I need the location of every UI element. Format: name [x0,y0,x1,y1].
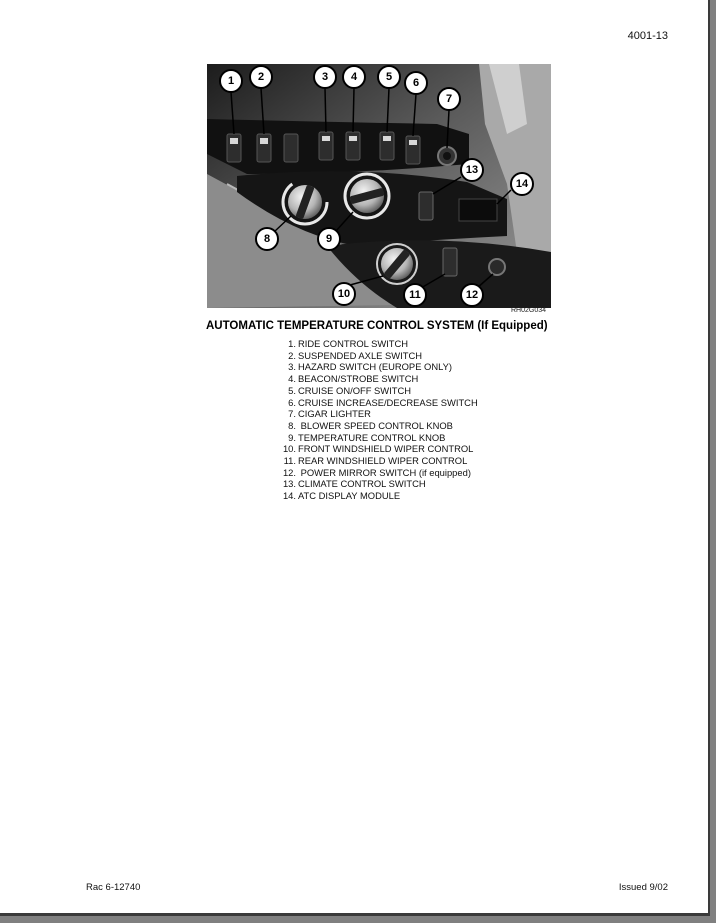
legend-list [274,338,478,502]
legend-number: 7. [288,408,296,420]
list-item [274,397,478,409]
legend-text: HAZARD SWITCH (EUROPE ONLY) [298,361,452,373]
photo-id: RH02G034 [511,307,547,314]
legend-text: BEACON/STROBE SWITCH [298,373,419,385]
legend-number: 11. [283,455,296,467]
list-item [274,361,478,373]
callout-14: 14 [515,178,529,190]
list-item [274,420,478,432]
legend-text: CLIMATE CONTROL SWITCH [298,478,426,490]
legend-number: 13. [282,478,296,490]
legend-number: 2. [288,349,296,361]
callout-8: 8 [263,233,271,245]
list-item [274,338,478,350]
legend-text: CRUISE ON/OFF SWITCH [298,384,412,396]
list-item [274,408,478,420]
list-item [274,432,478,444]
legend-number: 10. [282,443,296,455]
list-item [274,373,478,385]
callout-9: 9 [325,233,333,245]
callout-11: 11 [409,289,421,301]
legend-text: CRUISE INCREASE/DECREASE SWITCH [298,396,478,408]
list-item [274,478,478,490]
footer-document-number: Rac 6-12740 [86,882,141,893]
legend-text: BLOWER SPEED CONTROL KNOB [298,419,453,431]
legend-number: 9. [288,431,296,443]
list-item [274,350,478,362]
list-item [274,490,478,502]
control-panel-photo [207,64,551,308]
callout-4: 4 [350,71,358,83]
legend-number: 8. [288,419,296,431]
list-item [274,385,478,397]
page-number: 4001-13 [627,30,668,42]
legend-text: REAR WINDSHIELD WIPER CONTROL [298,455,468,467]
callout-2: 2 [257,71,265,83]
legend-text: FRONT WINDSHIELD WIPER CONTROL [298,443,474,455]
figure-caption: AUTOMATIC TEMPERATURE CONTROL SYSTEM (If Equipped) [206,320,548,332]
callout-12: 12 [465,289,479,301]
callout-6: 6 [412,77,420,89]
legend-number: 4. [288,373,296,385]
list-item [274,443,478,455]
callout-3: 3 [321,71,329,83]
callout-1: 1 [227,75,235,87]
legend-text: RIDE CONTROL SWITCH [298,338,409,349]
legend-text: SUSPENDED AXLE SWITCH [298,349,422,361]
legend-number: 14. [282,490,296,502]
callout-5: 5 [385,71,393,83]
legend-number: 5. [288,384,296,396]
list-item [274,467,478,479]
callout-10: 10 [337,288,351,300]
legend-number: 3. [288,361,296,373]
legend-text: POWER MIRROR SWITCH (if equipped) [298,466,471,478]
footer-issue-date: Issued 9/02 [618,882,668,893]
callout-13: 13 [465,164,479,176]
legend-number: 12. [282,466,296,478]
legend-text: TEMPERATURE CONTROL KNOB [298,431,446,443]
legend-text: ATC DISPLAY MODULE [298,490,401,502]
list-item [274,455,478,467]
legend-number: 1. [288,338,296,349]
legend-number: 6. [288,396,296,408]
callout-7: 7 [445,93,453,105]
legend-text: CIGAR LIGHTER [298,408,371,420]
